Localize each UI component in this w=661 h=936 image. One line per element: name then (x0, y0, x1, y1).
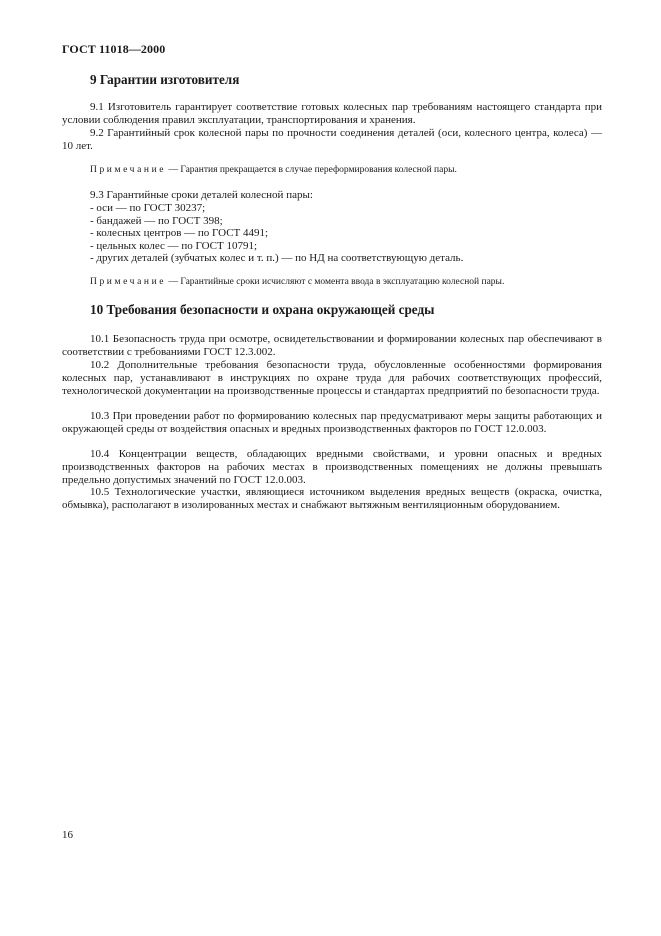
note-1-text: — Гарантия прекращается в случае переформирования колесной пары. (168, 165, 457, 175)
note-1 (90, 164, 602, 176)
section-9-title: 9 Гарантии изготовителя (90, 72, 240, 87)
list-item: - цельных колес — по ГОСТ 10791; (90, 239, 258, 252)
note-2 (90, 276, 602, 288)
note-2-label: Примечание (90, 277, 167, 287)
paragraph-10-4: 10.4 Концентрации веществ, обладающих вредными свойствами, и уровни опасных и вредных производственных факторов на рабочих местах в производственных помещениях не должны превышать предельно допустимых значений по ГОСТ 12.0.003. (62, 448, 602, 486)
paragraph-9-2: 9.2 Гарантийный срок колесной пары по прочности соединения деталей (оси, колесного центра, колеса) — 10 лет. (62, 127, 602, 152)
list-item: - бандажей — по ГОСТ 398; (90, 214, 223, 227)
paragraph-9-3: 9.3 Гарантийные сроки деталей колесной пары: (90, 189, 313, 201)
list-item: - оси — по ГОСТ 30237; (90, 202, 206, 214)
list-item: - колесных центров — по ГОСТ 4491; (90, 227, 269, 240)
note-1-label: Примечание (90, 165, 167, 175)
paragraph-10-3: 10.3 При проведении работ по формированию колесных пар предусматривают меры защиты работающих и окружающей среды от воздействия опасных и вредных производственных факторов по ГОСТ 12.0.003. (62, 410, 602, 435)
paragraph-10-2: 10.2 Дополнительные требования безопасности труда, обусловленные особенностями формирования колесных пар, устанавливают в инструкциях по охране труда для рабочих соответствующих профессий, технологической документации на производственные процессы и стандартах предприятий по безопасности труда. (62, 359, 602, 397)
page-number: 16 (62, 829, 73, 841)
paragraph-10-5: 10.5 Технологические участки, являющиеся источником выделения вредных веществ (окраска, очистка, обмывка), располагают в изолированных местах и снабжают вытяжным вентиляционным оборудованием. (62, 486, 602, 511)
list-item: - других деталей (зубчатых колес и т. п.) — по НД на соответствующую деталь. (90, 252, 464, 265)
paragraph-10-1: 10.1 Безопасность труда при осмотре, освидетельствовании и формировании колесных пар обеспечивают в соответствии с требованиями ГОСТ 12.3.002. (62, 333, 602, 358)
paragraph-9-1: 9.1 Изготовитель гарантирует соответствие готовых колесных пар требованиям настоящего стандарта при условии соблюдения правил эксплуатации, транспортирования и хранения. (62, 101, 602, 126)
note-2-text: — Гарантийные сроки исчисляют с момента ввода в эксплуатацию колесной пары. (168, 277, 505, 287)
section-10-title: 10 Требования безопасности и охрана окружающей среды (90, 302, 435, 317)
warranty-list (90, 202, 600, 265)
document-header: ГОСТ 11018—2000 (62, 42, 166, 56)
